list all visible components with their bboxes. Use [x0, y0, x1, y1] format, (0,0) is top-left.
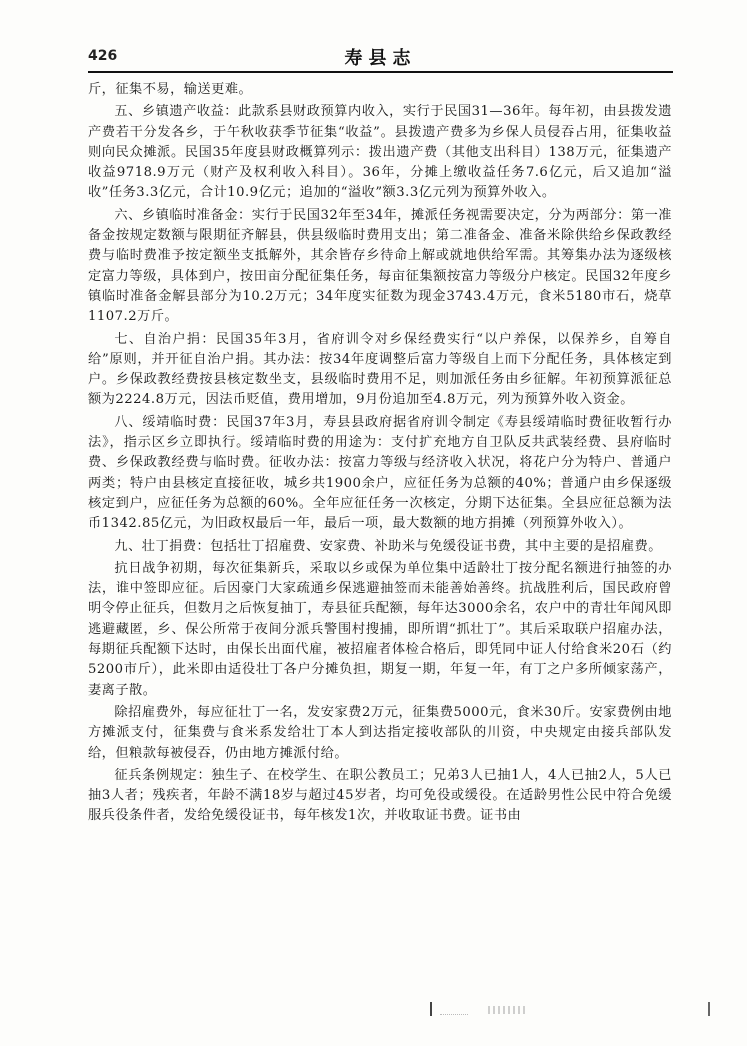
scan-mark	[440, 1004, 468, 1015]
paragraph-township-estate-income: 五、乡镇遗产收益：此款系县财政预算内收入，实行于民国31—36年。每年初，由县拨发遗产费若干分发各乡，于午秋收获季节征集“收益”。县拨遗产费多为乡保人员侵吞占用，征集收益则向民众摊派。民国35年度县财政概算列示：拨出遗产费（其他支出科目）138万元，征集遗产收益9718.9万元（财产及权利收入科目）。36年，分摊上缴收益任务7.6亿元，后又追加“溢收”任务3.3亿元，合计10.9亿元；追加的“溢收”额3.3亿元列为预算外收入。	[88, 104, 672, 201]
paragraph-conscription-rules: 征兵条例规定：独生子、在校学生、在职公教员工；兄弟3人已抽1人，4人已抽2人，5人已抽3人者；残疾者，年龄不满18岁与超过45岁者，均可免役或缓役。在适龄男性公民中符合免缓服兵役条件者，发给免缓役证书，每年核发1次，并收取证书费。证书由	[88, 767, 672, 824]
paragraph-conscript-levy: 九、壮丁捐费：包括壮丁招雇费、安家费、补助米与免缓役证书费，其中主要的是招雇费。	[114, 538, 662, 554]
paragraph-conscription-history: 抗日战争初期，每次征集新兵，采取以乡或保为单位集中适龄壮丁按分配名额进行抽签的办法，谁中签即应征。后因豪门大家疏通乡保逃避抽签而未能善始善终。抗战胜利后，国民政府曾明令停止征兵，但数月之后恢复抽丁，寿县征兵配额，每年达3000余名，农户中的青壮年闻风即逃避藏匿，乡、保公所常于夜间分派兵警围村搜捕，即所谓“抓壮丁”。其后采取联户招雇办法，每期征兵配额下达时，由保长出面代雇，被招雇者体检合格后，即凭同中证人付给食米20石（约5200市斤），此米即由适役壮丁各户分摊负担，期复一期，年复一年，有丁之户多所倾家荡产，妻离子散。	[88, 560, 672, 698]
scan-mark	[488, 1006, 528, 1014]
running-title: 寿县志	[344, 48, 417, 69]
scan-mark	[430, 1002, 432, 1016]
page-number: 426	[88, 48, 118, 64]
page-header	[88, 40, 673, 72]
paragraph-self-government-household-levy: 七、自治户捐：民国35年3月，省府训令对乡保经费实行“以户养保，以保养乡，自筹自给”原则，并开征自治户捐。其办法：按34年度调整后富力等级自上而下分配任务，具体核定到户。乡保政教经费按县核定数坐支，县级临时费用不足，则加派任务由乡征解。年初预算派征总额为2224.8万元，因法币贬值，费用增加，9月份追加至4.8万元，列为预算外收入资金。	[88, 331, 672, 408]
paragraph-pacification-fee: 八、绥靖临时费：民国37年3月，寿县县政府据省府训令制定《寿县绥靖临时费征收暂行办法》，指示区乡立即执行。绥靖临时费的用途为：支付扩充地方自卫队反共武装经费、县府临时费、乡保政教经费与临时费。征收办法：按富力等级与经济收入状况，将花户分为特户、普通户两类；特户由县核定直接征收，城乡共1900余户，应征任务为总额的40%；普通户由乡保逐级核定到户，应征任务为总额的60%。全年应征任务一次核定，分期下达征集。全县应征总额为法币1342.85亿元，为旧政权最后一年，最后一项，最大数额的地方捐摊（列预算外收入）。	[88, 414, 672, 532]
paragraph-continuation: 斤，征集不易，输送更难。	[88, 82, 253, 97]
header-divider	[88, 71, 673, 73]
scan-mark	[708, 1002, 710, 1016]
paragraph-settlement-fee: 除招雇费外，每应征壮丁一名，发安家费2万元，征集费5000元，食米30斤。安家费例由地方摊派支付，征集费与食米系发给壮丁本人到达指定接收部队的川资，中央规定由接兵部队发给，但粮款每被侵吞，仍由地方摊派付给。	[88, 704, 672, 761]
page-body	[88, 80, 672, 829]
paragraph-township-reserve-fund: 六、乡镇临时准备金：实行于民国32年至34年，摊派任务视需要决定，分为两部分：第一准备金按规定数额与限期征齐解县，供县级临时费用支出；第二准备金、准备米除供给乡保政教经费与临时费准予按定额坐支抵解外，其余皆存乡待命上解或就地供给军需。其筹集办法为逐级核定富力等级，具体到户，按田亩分配征集任务，每亩征集额按富力等级分户核定。民国32年度乡镇临时准备金解县部分为10.2万元；34年度实征数为现金3743.4万元，食米5180市石，烧草1107.2万斤。	[88, 207, 672, 325]
scan-footer-marks	[430, 1002, 730, 1022]
